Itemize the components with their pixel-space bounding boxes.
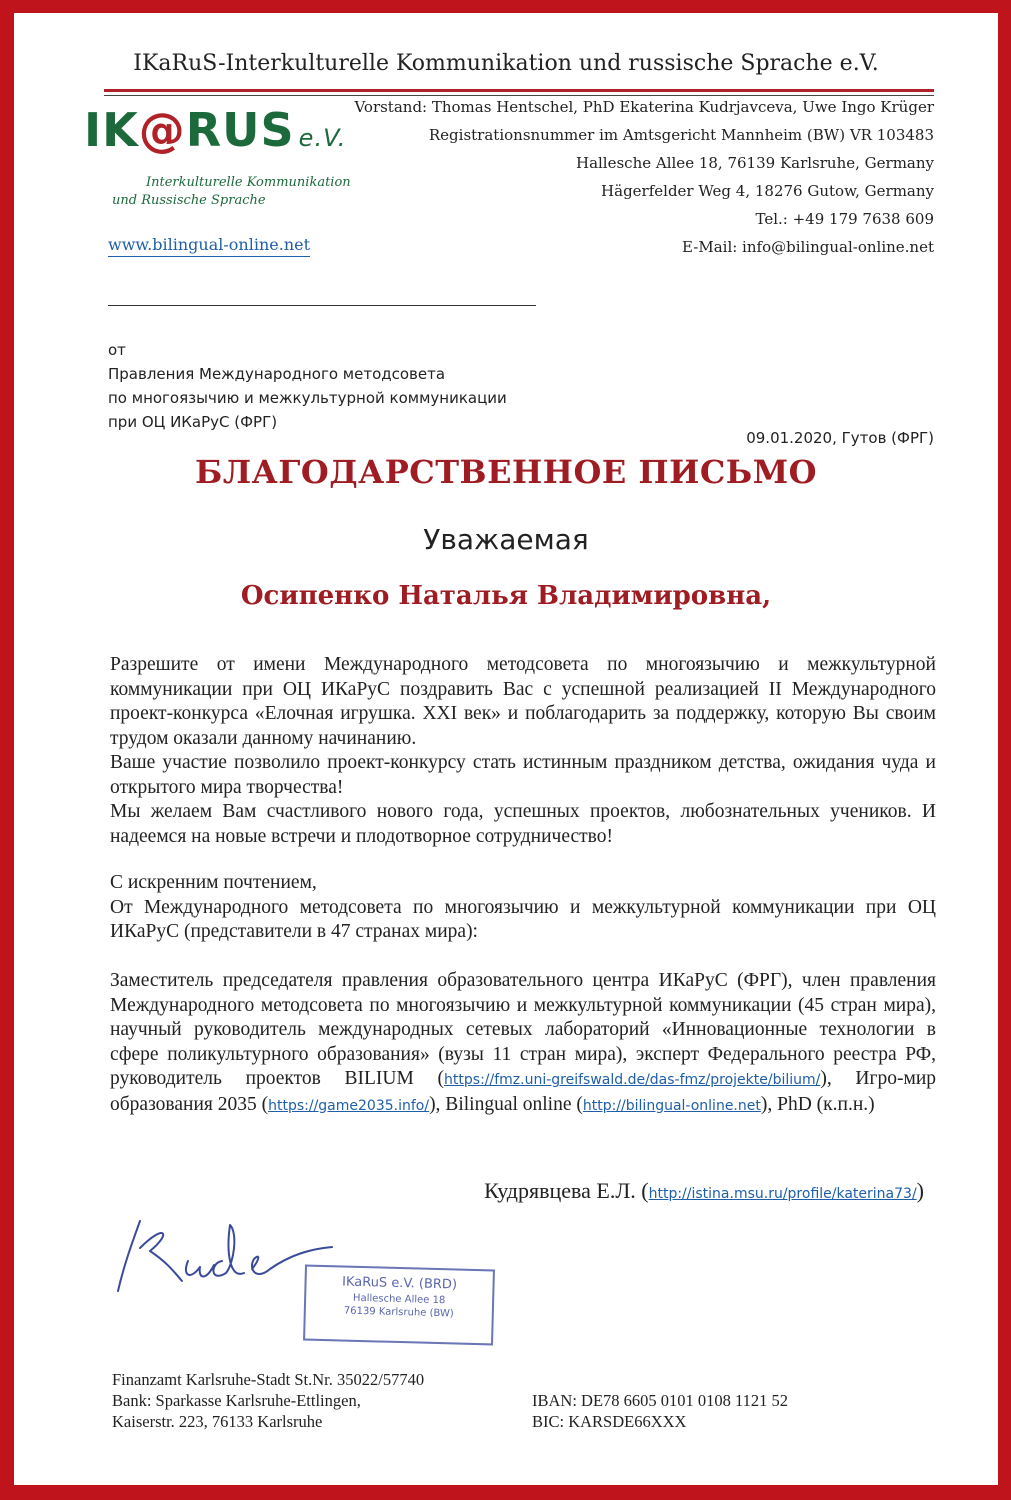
organization-stamp (303, 1265, 495, 1346)
footer-iban: IBAN: DE78 6605 0101 0108 1121 52 (532, 1391, 789, 1410)
website-link[interactable]: www.bilingual-online.net (108, 235, 310, 257)
organization-logo (84, 103, 384, 223)
contact-address-2: Hägerfelder Weg 4, 18276 Gutow, Germany (601, 182, 934, 200)
signatory-paren-close: ) (916, 1178, 924, 1203)
closing-line: С искренним почтением, (110, 872, 317, 893)
contact-block (354, 93, 934, 261)
contact-email[interactable]: E-Mail: info@bilingual-online.net (682, 238, 934, 256)
sender-line: по многоязычию и межкультурной коммуникации (108, 389, 507, 407)
footer-iban-details (532, 1390, 788, 1432)
footer-line: Finanzamt Karlsruhe-Stadt St.Nr. 35022/57740 (112, 1370, 425, 1389)
contact-registration: Registrationsnummer im Amtsgericht Mannheim (BW) VR 103483 (428, 126, 934, 144)
stamp-line: IKaRuS e.V. (BRD) (341, 1274, 458, 1293)
logo-wordmark (84, 103, 346, 157)
footer-line: Kaiserstr. 223, 76133 Karlsruhe (112, 1412, 323, 1431)
bilingual-online-link[interactable]: http://bilingual-online.net (582, 1097, 761, 1114)
logo-subtitle-2: und Russische Sprache (112, 193, 266, 208)
organization-title: IKaRuS-Interkulturelle Kommunikation und russische Sprache e.V. (133, 51, 879, 76)
bilium-link[interactable]: https://fmz.uni-greifswald.de/das-fmz/projekte/bilium/ (444, 1072, 821, 1088)
closing-block (110, 871, 936, 945)
logo-part-rus: RUS (185, 103, 295, 157)
letter-body (110, 653, 936, 849)
salutation: Уважаемая (423, 523, 589, 556)
signatory-name: Кудрявцева Е.Л. (484, 1178, 636, 1203)
logo-part-ik: IK (84, 103, 139, 157)
body-paragraph: Ваше участие позволило проект-конкурсу стать истинным праздником детства, ожидания чуда и открытого мира творчества! (110, 752, 936, 798)
credentials-paragraph (110, 969, 936, 1118)
credentials-text: ), PhD (к.п.н.) (760, 1093, 875, 1115)
sender-line: от (108, 341, 126, 359)
credentials-block (110, 969, 936, 1118)
footer-bic: BIC: KARSDE66XXX (532, 1412, 687, 1431)
letter-date: 09.01.2020, Гутов (ФРГ) (746, 429, 934, 447)
credentials-text: Заместитель председателя правления образовательного центра ИКаРуС (ФРГ), член правления Международного методсовета по многоязычию и межкультурной коммуникации (45 стран мира), научный руководитель международных сетевых лабораторий «Инновационные технологии в сфере поликультурного образования» (вузы 11 стран мира), эксперт Федерального реестра РФ, руководитель проектов BILIUM ( (110, 970, 936, 1089)
stamp-line: Hallesche Allee 18 (352, 1292, 446, 1307)
game2035-link[interactable]: https://game2035.info/ (268, 1097, 430, 1114)
credentials-text: ), Bilingual online ( (429, 1093, 583, 1115)
signatory-paren-open: ( (635, 1178, 649, 1203)
signatory-profile-link[interactable]: http://istina.msu.ru/profile/katerina73/ (648, 1186, 917, 1202)
sender-block (108, 338, 507, 434)
sender-line: при ОЦ ИКаРуС (ФРГ) (108, 413, 278, 431)
body-paragraph: Разрешите от имени Международного методсовета по многоязычию и межкультурной коммуникации при ОЦ ИКаРуС поздравить Вас с успешной реализацией II Международного проект-конкурса «Елочная игрушка. XXI век» и поблагодарить за поддержку, которую Вы своим трудом оказали данному начинанию. (110, 654, 936, 749)
contact-address-1: Hallesche Allee 18, 76139 Karlsruhe, Germany (575, 154, 934, 172)
footer-bank-details (112, 1369, 424, 1432)
closing-line: От Международного методсовета по многоязычию и межкультурной коммуникации при ОЦ ИКаРуС (представители в 47 странах мира): (110, 896, 936, 942)
recipient-name: Осипенко Наталья Владимировна, (240, 581, 772, 611)
body-paragraph: Мы желаем Вам счастливого нового года, успешных проектов, любознательных учеников. И надеемся на новые встречи и плодотворное сотрудничество! (110, 801, 936, 847)
logo-subtitle-1: Interkulturelle Kommunikation (146, 175, 351, 190)
logo-suffix: e.V. (298, 124, 347, 152)
signatory (484, 1178, 924, 1204)
contact-phone: Tel.: +49 179 7638 609 (755, 210, 934, 228)
footer-line: Bank: Sparkasse Karlsruhe-Ettlingen, (112, 1391, 361, 1410)
credentials-text: ), Игро-мир образования 2035 ( (110, 1068, 937, 1115)
sender-line: Правления Международного методсовета (108, 365, 446, 383)
letter-title: БЛАГОДАРСТВЕННОЕ ПИСЬМО (195, 453, 817, 491)
contact-board: Vorstand: Thomas Hentschel, PhD Ekaterina Kudrjavceva, Uwe Ingo Krüger (354, 98, 934, 116)
letter-page (14, 13, 998, 1485)
header-rule (104, 89, 934, 92)
stamp-line: 76139 Karlsruhe (BW) (343, 1305, 454, 1320)
addressee-line (108, 305, 536, 306)
logo-at-sign: @ (138, 103, 186, 157)
